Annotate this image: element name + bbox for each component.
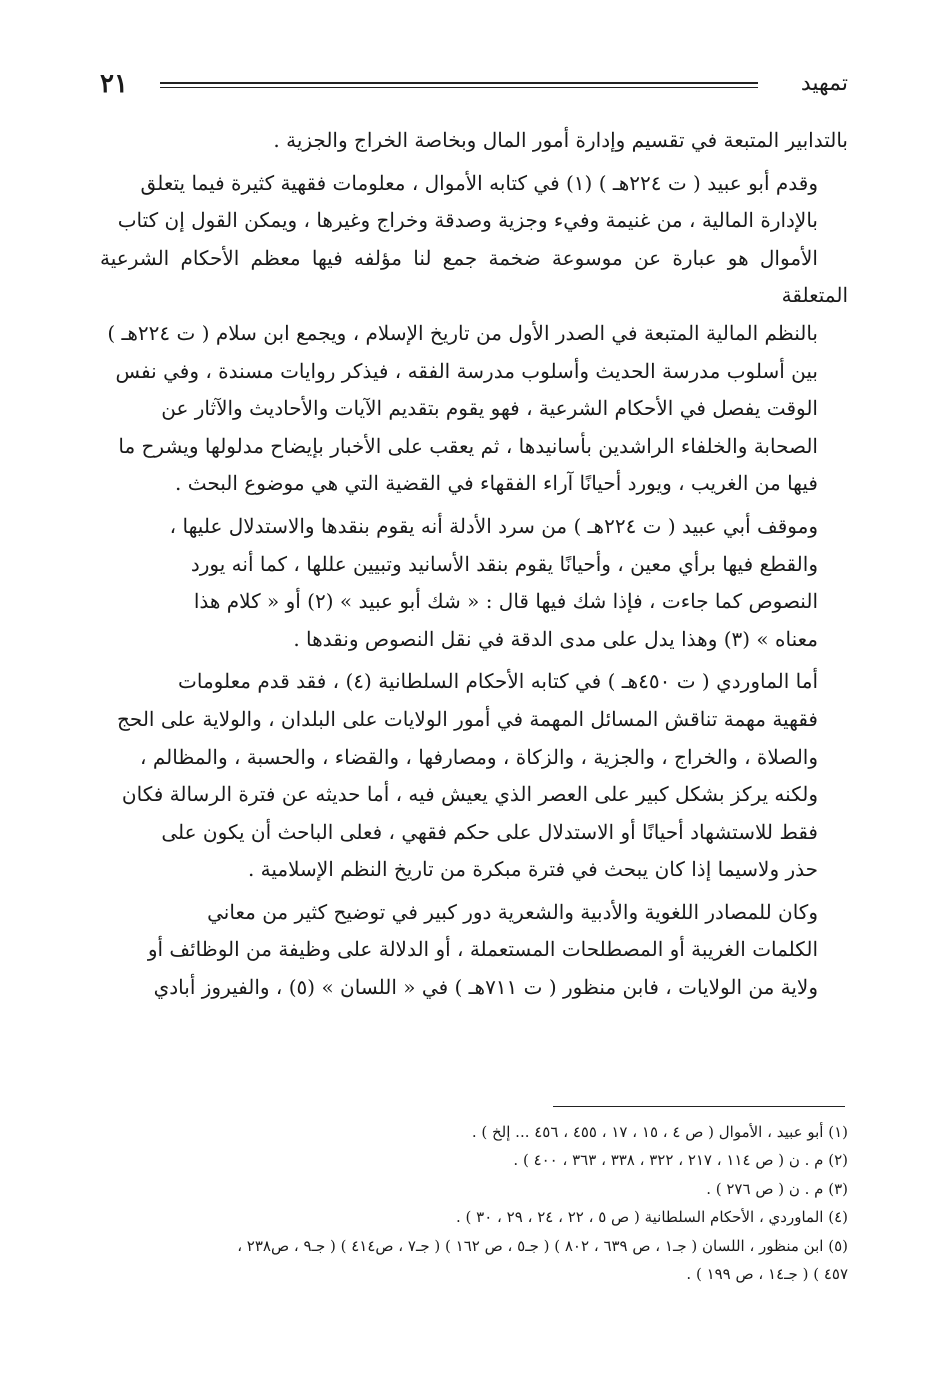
body-text bbox=[100, 122, 848, 1007]
text-line: الوقت يفصل في الأحكام الشرعية ، فهو يقوم بتقديم الآيات والأحاديث والآثار عن bbox=[161, 396, 818, 421]
paragraph bbox=[100, 165, 848, 503]
paragraph bbox=[100, 663, 848, 889]
text-line: وقدم أبو عبيد ( ت ٢٢٤هـ ) (١) في كتابه الأموال ، معلومات فقهية كثيرة فيما يتعلق bbox=[140, 170, 818, 195]
text-line: النصوص كما جاءت ، فإذا شك فيها قال : « شك أبو عبيد » (٢) أو « كلام هذا bbox=[193, 589, 818, 614]
footnote: (١) أبو عبيد ، الأموال ( ص ٤ ، ١٥ ، ١٧ ، ٤٥٥ ، ٤٥٦ ... إلخ ) . bbox=[471, 1123, 848, 1141]
text-line: بين أسلوب مدرسة الحديث وأسلوب مدرسة الفقه ، فيذكر روايات مسندة ، وفي نفس bbox=[115, 358, 818, 383]
page-header bbox=[100, 66, 848, 102]
footnote-separator bbox=[553, 1106, 845, 1107]
footnote: (٥) ابن منظور ، اللسان ( جـ١ ، ص ٦٣٩ ، ٨٠٢ ) ( جـ٥ ، ص ١٦٢ ) ( جـ٧ ، ص٤١٤ ) ( جـ٩ ، ص٢٣٨ ، bbox=[237, 1236, 848, 1255]
paragraph bbox=[100, 122, 848, 160]
text-line: معناه » (٣) وهذا يدل على مدى الدقة في نقل النصوص ونقدها . bbox=[293, 626, 818, 651]
text-line: والصلاة ، والخراج ، والجزية ، والزكاة ، ومصارفها ، والقضاء ، والحسبة ، والمظالم ، bbox=[140, 744, 818, 769]
text-line: ولاية من الولايات ، فابن منظور ( ت ٧١١هـ ) في « اللسان » (٥) ، والفيروز أبادي bbox=[153, 975, 818, 1000]
text-line: فقهية مهمة تناقش المسائل المهمة في أمور الولايات على البلدان ، والولاية على الحج bbox=[117, 706, 818, 731]
running-title: تمهيد bbox=[800, 71, 848, 96]
footnote: (٤) الماوردي ، الأحكام السلطانية ( ص ٥ ، ٢٢ ، ٢٤ ، ٢٩ ، ٣٠ ) . bbox=[456, 1208, 848, 1227]
page-number: ٢١ bbox=[100, 69, 128, 99]
footnotes bbox=[100, 1118, 848, 1288]
footnote: ٤٥٧ ) ( جـ١٤ ، ص ١٩٩ ) . bbox=[686, 1265, 848, 1284]
text-line: فيها من الغريب ، ويورد أحيانًا آراء الفقهاء في القضية التي هي موضوع البحث . bbox=[174, 471, 818, 496]
paragraph bbox=[100, 508, 848, 658]
text-line: وكان للمصادر اللغوية والأدبية والشعرية دور كبير في توضيح كثير من معاني bbox=[207, 899, 818, 924]
text-line: وموقف أبي عبيد ( ت ٢٢٤هـ ) من سرد الأدلة أنه يقوم بنقدها والاستدلال عليها ، bbox=[169, 513, 818, 538]
text-line: والقطع فيها برأي معين ، وأحيانًا يقوم بنقد الأسانيد وتبيين عللها ، كما أنه يورد bbox=[190, 551, 818, 576]
text-line: الكلمات الغريبة أو المصطلحات المستعملة ، أو الدلالة على وظيفة من الوظائف أو bbox=[147, 937, 818, 962]
text-line: حذر ولاسيما إذا كان يبحث في فترة مبكرة من تاريخ النظم الإسلامية . bbox=[247, 857, 818, 882]
paragraph bbox=[100, 894, 848, 1007]
text-line: ولكنه يركز بشكل كبير على العصر الذي يعيش فيه ، أما حديثه عن فترة الرسالة فكان bbox=[121, 782, 818, 807]
header-rule bbox=[160, 82, 758, 88]
text-line: بالنظم المالية المتبعة في الصدر الأول من تاريخ الإسلام ، ويجمع ابن سلام ( ت ٢٢٤هـ ) bbox=[107, 320, 818, 345]
text-line: بالتدابير المتبعة في تقسيم وإدارة أمور المال وبخاصة الخراج والجزية . bbox=[273, 128, 848, 152]
footnote: (٢) م . ن ( ص ١١٤ ، ٢١٧ ، ٣٢٢ ، ٣٣٨ ، ٣٦٣ ، ٤٠٠ ) . bbox=[513, 1151, 848, 1170]
text-line: بالإدارة المالية ، من غنيمة وفيء وجزية وصدقة وخراج وغيرها ، ويمكن القول إن كتاب bbox=[117, 208, 818, 233]
text-line: فقط للاستشهاد أحيانًا أو الاستدلال على حكم فقهي ، فعلى الباحث أن يكون على bbox=[161, 819, 818, 844]
text-line: الصحابة والخلفاء الراشدين بأسانيدها ، ثم يعقب على الأخبار بإيضاح مدلولها ويشرح ما bbox=[118, 433, 818, 458]
text-line: الأموال هو عبارة عن موسوعة ضخمة جمع لنا مؤلفه فيها معظم الأحكام الشرعية المتعلقة bbox=[100, 245, 848, 308]
footnote: (٣) م . ن ( ص ٢٧٦ ) . bbox=[706, 1179, 848, 1198]
text-line: أما الماوردي ( ت ٤٥٠هـ ) في كتابه الأحكام السلطانية (٤) ، فقد قدم معلومات bbox=[178, 669, 818, 694]
